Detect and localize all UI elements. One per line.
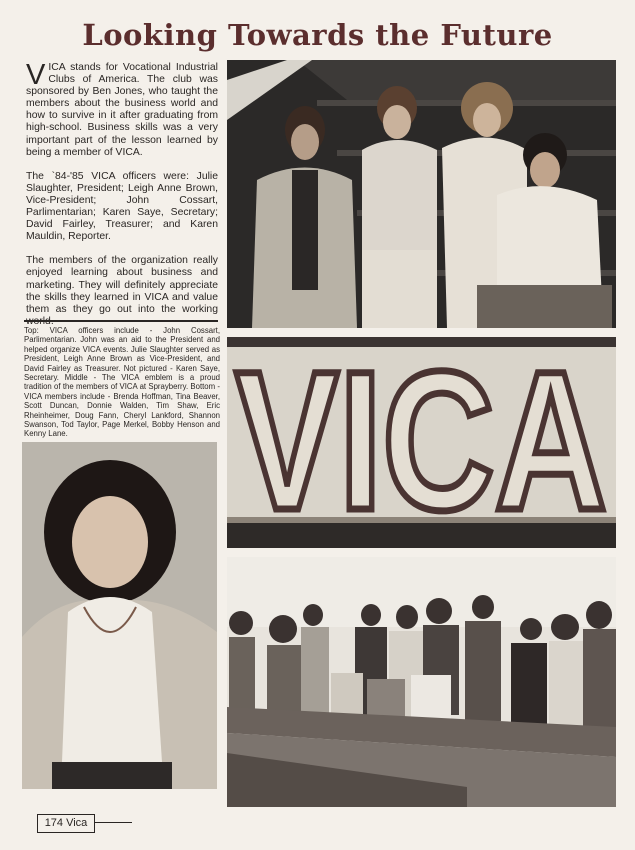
members-group-photo	[227, 557, 616, 807]
article-paragraph-1-text: ICA stands for Vocational Industrial Clubs of America. The club was sponsored by Ben Jones, who taught the members about the business world and how to survive in it after graduating from high-school. Business skills was a very important part of the lesson learned by being a member of VICA.	[26, 62, 218, 158]
photo-caption: Top: VICA officers include - John Cossart, Parlimentarian. John was an aid to the President and helped organize VICA events. Julie Slaughter served as President, Leigh Anne Brown as Vice-President, and David Fairley as Treasurer. Not pictured - Karen Saye, Secretary. Middle - The VICA emblem is a proud tradition of the members of VICA at Sprayberry. Bottom - VICA members include - Brenda Hoffman, Tina Beaver, Scott Duncan, Donnie Walden, Tim Shaw, Eric Rheinheimer, Doug Fann, Cheryl Lankford, Shannon Swanson, Tod Taylor, Page Merkel, Bobby Henson and Kenny Lane.	[24, 326, 220, 439]
caption-divider	[24, 320, 218, 322]
page-title: Looking Towards the Future	[82, 18, 553, 52]
article-paragraph-3: The members of the organization really enjoyed learning about business and marketing. They will definitely appreciate the skills they learned in VICA and value them as they go out into the working world.	[26, 255, 218, 327]
drop-cap: V	[26, 59, 46, 91]
page-folio: 174 Vica	[37, 814, 95, 833]
article-paragraph-1	[26, 59, 218, 159]
portrait-photo	[22, 442, 217, 789]
officers-photo	[227, 60, 616, 328]
emblem-lettering: VICA	[235, 337, 607, 548]
folio-rule	[94, 822, 132, 823]
vica-emblem-photo	[227, 337, 616, 548]
article-body	[26, 59, 218, 340]
article-paragraph-2: The `84-'85 VICA officers were: Julie Slaughter, President; Leigh Anne Brown, Vice-President; John Cossart, Parlimentarian; Karen Saye, Secretary; David Fairley, Treasurer; and Karen Mauldin, Reporter.	[26, 170, 218, 243]
